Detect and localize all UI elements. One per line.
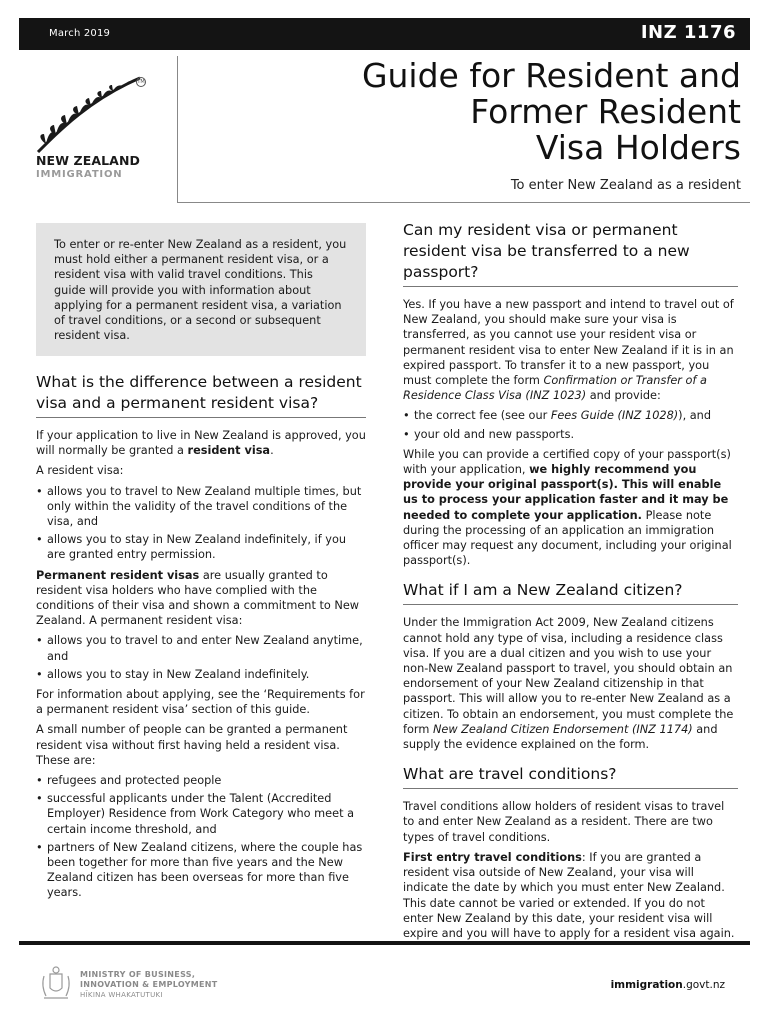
left-heading: What is the difference between a resident visa and a permanent resident visa?	[36, 372, 366, 418]
title-line3: Visa Holders	[535, 128, 741, 167]
list-item: • refugees and protected people	[36, 773, 366, 788]
website-url[interactable]: immigration.govt.nz	[610, 979, 725, 991]
paragraph: For information about applying, see the ‘Requirements for a permanent resident visa’ section of this guide.	[36, 688, 365, 717]
page-subtitle: To enter New Zealand as a resident	[510, 178, 741, 193]
paragraph: While you can provide a certified copy of your passport(s) with your application, we highly recommend you provide your original passport(s). This will enable us to process your application faster and it may be needed to complete your application. Please note during the processing of an application an immigration officer may request any document, including your original passport(s).	[403, 447, 732, 568]
title-line2: Former Resident	[470, 92, 741, 131]
paragraph: If your application to live in New Zealand is approved, you will normally be granted a resident visa.	[36, 429, 366, 458]
list-item: • your old and new passports.	[403, 427, 738, 442]
intro-box	[36, 223, 366, 356]
mbie-wordmark	[80, 970, 218, 1000]
title-divider-vertical	[177, 56, 178, 202]
list-item: • allows you to travel to and enter New Zealand anytime, and	[36, 633, 366, 663]
page-title	[241, 58, 741, 166]
section-heading-travel-conditions: What are travel conditions?	[403, 764, 738, 789]
bullet-list	[36, 484, 366, 563]
title-divider-horizontal	[177, 202, 750, 203]
nz-immigration-logo	[36, 74, 166, 184]
list-item: • allows you to stay in New Zealand indefinitely.	[36, 667, 366, 682]
paragraph: Travel conditions allow holders of resident visas to travel to and enter New Zealand as a resident. There are two types of travel conditions.	[403, 800, 725, 844]
mbie-line1: MINISTRY OF BUSINESS,	[80, 970, 196, 979]
paragraph: Permanent resident visas are usually granted to resident visa holders who have complied with the conditions of their visa and shown a commitment to New Zealand. A permanent resident visa:	[36, 568, 360, 628]
footer-divider	[19, 941, 750, 945]
form-code: INZ 1176	[640, 22, 736, 43]
intro-text: To enter or re-enter New Zealand as a resident, you must hold either a permanent resident visa, or a resident visa with valid travel conditions. This guide will provide you with information about applying for a permanent resident visa, a variation of travel conditions, or a second or subsequent resident visa.	[54, 238, 347, 343]
list-item: • allows you to stay in New Zealand indefinitely, if you are granted entry permission.	[36, 532, 366, 562]
paragraph: Under the Immigration Act 2009, New Zealand citizens cannot hold any type of visa, including a residence class visa. If you are a dual citizen and you wish to use your non-New Zealand passport to travel, you should obtain an endorsement of your New Zealand citizenship in that passport. This will allow you to re-enter New Zealand as a citizen. To obtain an endorsement, you must complete the form New Zealand Citizen Endorsement (INZ 1174) and supply the evidence explained on the form.	[403, 616, 734, 752]
org-name-line1: NEW ZEALAND	[36, 153, 140, 168]
bullet-list	[36, 633, 366, 682]
section-heading-transfer: Can my resident visa or permanent resident visa be transferred to a new passport?	[403, 220, 738, 287]
header-bar	[19, 18, 750, 50]
title-line1: Guide for Resident and	[361, 56, 741, 95]
list-item: • allows you to travel to New Zealand multiple times, but only within the validity of the travel conditions of the visa, and	[36, 484, 366, 530]
section-heading-citizen: What if I am a New Zealand citizen?	[403, 580, 738, 605]
right-column	[403, 220, 738, 946]
silver-fern-icon	[36, 74, 146, 154]
mbie-line2: INNOVATION & EMPLOYMENT	[80, 980, 218, 989]
list-item: • the correct fee (see our Fees Guide (INZ 1028)), and	[403, 408, 738, 423]
trademark-mark: TM	[137, 79, 145, 85]
coat-of-arms-icon	[38, 964, 74, 1002]
issue-date: March 2019	[49, 28, 111, 39]
paragraph: First entry travel conditions: If you are granted a resident visa outside of New Zealand, your visa will indicate the date by which you must enter New Zealand. This date cannot be varied or extended. If you do not enter New Zealand by this date, your resident visa will expire and you will have to apply for a resident visa again.	[403, 850, 735, 940]
list-item: • successful applicants under the Talent (Accredited Employer) Residence from Work Category who meet a certain income threshold, and	[36, 791, 366, 837]
paragraph: A resident visa:	[36, 464, 124, 478]
paragraph: A small number of people can be granted a permanent resident visa without first having held a resident visa. These are:	[36, 723, 348, 767]
paragraph: Yes. If you have a new passport and intend to travel out of New Zealand, you should make sure your visa is transferred, as you cannot use your resident visa or permanent resident visa to enter New Zealand if it is in an expired passport. To transfer it to a new passport, you must complete the form Confirmation or Transfer of a Residence Class Visa (INZ 1023) and provide:	[403, 298, 734, 403]
bullet-list	[403, 408, 738, 441]
left-column	[36, 372, 366, 906]
list-item: • partners of New Zealand citizens, where the couple has been together for more than five years and the New Zealand citizen has been overseas for more than five years.	[36, 840, 366, 901]
org-name-line2: IMMIGRATION	[36, 169, 123, 180]
mbie-line3: HĪKINA WHAKATUTUKI	[80, 991, 163, 999]
bullet-list	[36, 773, 366, 901]
